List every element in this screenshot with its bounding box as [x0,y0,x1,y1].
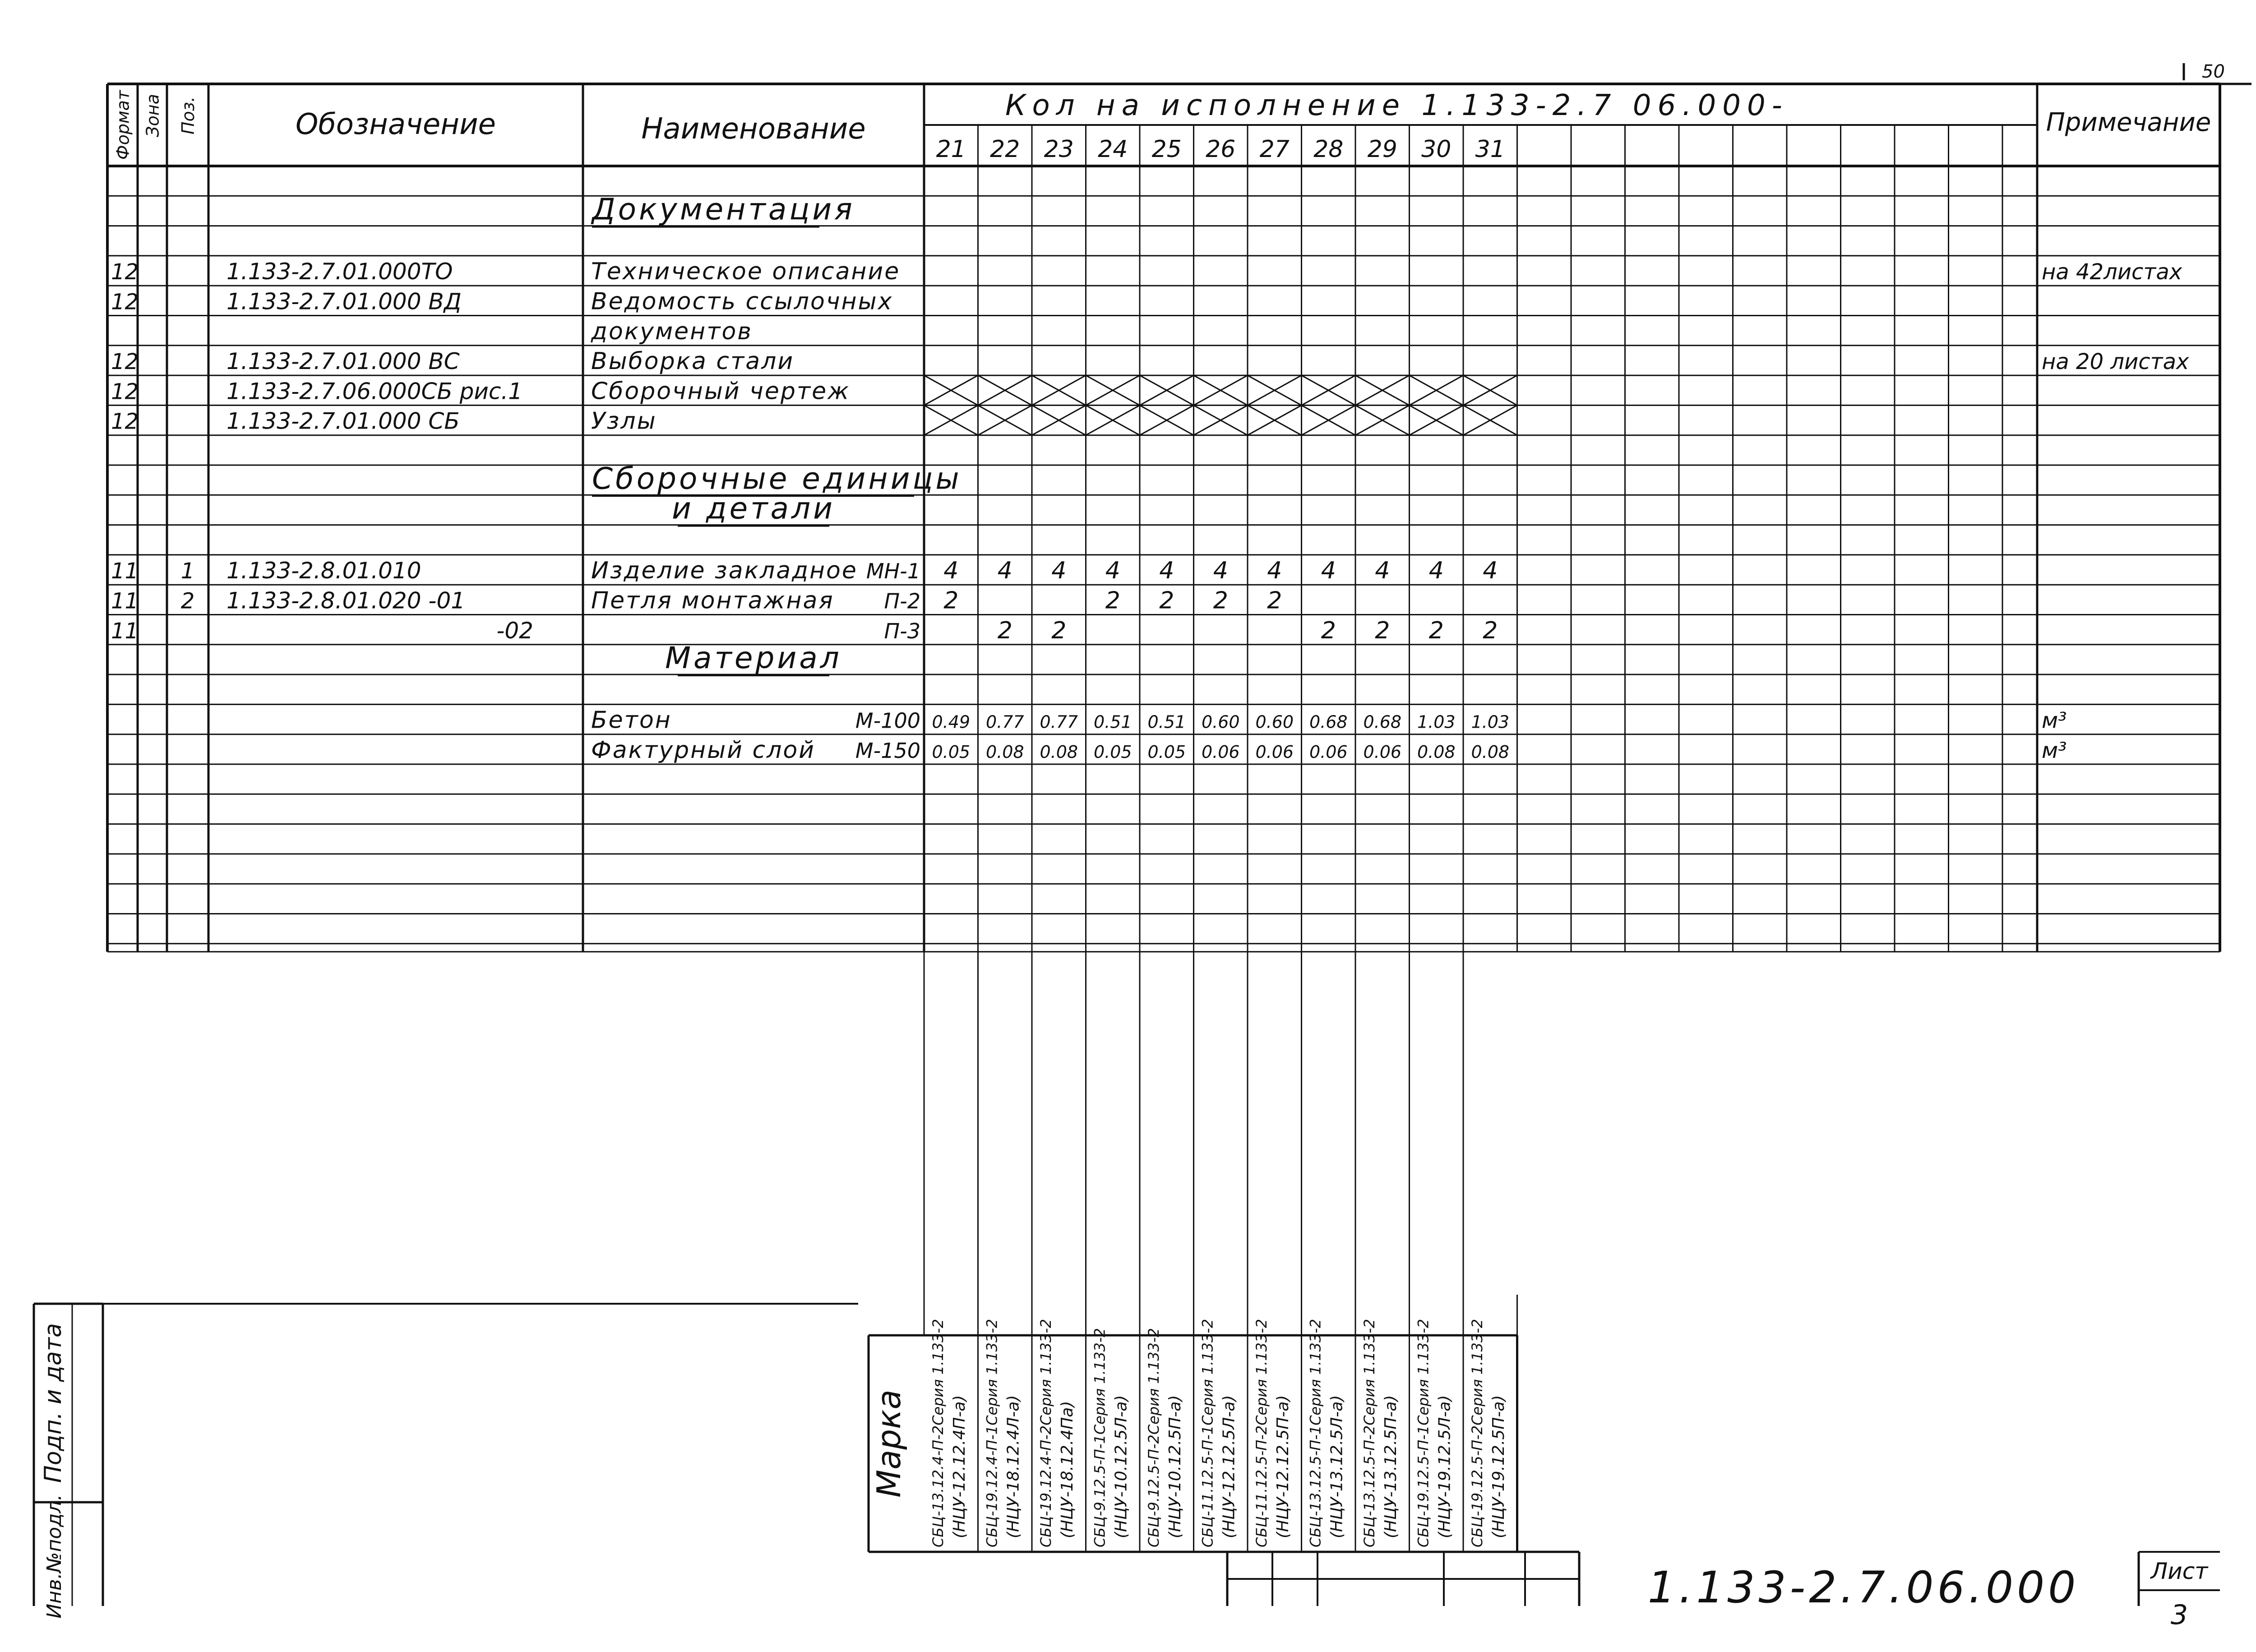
cell-quantity: 0.08 [1040,742,1078,762]
marka-entry [1415,1319,1454,1547]
specification-table [107,84,2220,952]
cell-quantity: 4 [1375,557,1390,585]
marka-code: СБЦ-19.12.4-П-1Серия 1.133-2 [983,1319,1001,1547]
cell-name: Сборочный чертеж [591,378,850,405]
cell-name: Ведомость ссылочных [591,288,893,315]
cell-quantity: 0.68 [1363,712,1402,732]
cell-quantity: 0.06 [1363,742,1402,762]
marka-entry [1253,1319,1292,1547]
sheet-number: 50 [2202,61,2225,82]
cell-quantity: 0.05 [1147,742,1186,762]
header-qty-title: Кол на исполнение 1.133-2.7 06.000- [1005,89,1789,122]
table-cells [111,89,2211,764]
marka-code: СБЦ-13.12.4-П-2Серия 1.133-2 [929,1319,947,1547]
cell-quantity: 4 [997,557,1012,585]
cell-name-mark: П-3 [884,618,920,643]
section-heading: Материал [665,641,842,676]
cell-designation: 1.133-2.7.06.000СБ рис.1 [227,378,523,405]
header-variant: 31 [1475,136,1505,163]
cell-quantity: 2 [943,587,959,614]
side-stamp [34,1304,103,1619]
header-variant: 23 [1044,136,1074,163]
marka-code: СБЦ-19.12.5-П-2Серия 1.133-2 [1469,1319,1486,1547]
cell-quantity: 0.77 [985,712,1024,732]
marka-code: СБЦ-11.12.5-П-2Серия 1.133-2 [1253,1319,1270,1547]
cell-designation: -02 [496,617,533,644]
cell-name-mark: П-2 [884,589,920,614]
header-name: Наименование [641,112,866,146]
cell-designation: 1.133-2.7.01.000 СБ [227,408,460,434]
cell-quantity: 2 [1428,617,1444,644]
cell-quantity: 4 [943,557,959,585]
cell-quantity: 0.51 [1147,712,1186,732]
cell-position: 1 [180,558,195,584]
marka-nc-code: (НЦУ-12.12.5П-а) [1274,1395,1292,1538]
cell-quantity: 4 [1213,557,1228,585]
cell-name-mark: М-150 [855,738,920,763]
cell-note: м³ [2042,708,2067,734]
section-heading: Документация [592,192,855,227]
marka-code: СБЦ-19.12.4-П-2Серия 1.133-2 [1037,1319,1054,1547]
cell-format: 12 [111,409,139,434]
section-heading: и детали [671,491,836,526]
cell-quantity: 0.60 [1201,712,1240,732]
header-pos: Поз. [178,96,198,135]
cell-note: на 20 листах [2042,349,2189,375]
marka-nc-code: (НЦУ-10.12.5Л-а) [1112,1395,1131,1538]
marka-block [103,944,2220,1606]
cell-quantity: 1.03 [1471,712,1510,732]
cell-quantity: 0.68 [1309,712,1348,732]
header-variant: 30 [1421,136,1452,163]
cell-quantity: 0.08 [1417,742,1456,762]
cell-name: Техническое описание [591,258,901,286]
cell-name: Фактурный слой [591,737,815,764]
cell-quantity: 4 [1483,557,1498,585]
cell-designation: 1.133-2.8.01.020 -01 [227,587,466,614]
header-variant: 22 [990,136,1020,163]
cell-quantity: 0.05 [932,742,971,762]
sheet-num: 3 [2170,1599,2188,1631]
marka-nc-code: (НЦУ-19.12.5П-а) [1489,1395,1508,1538]
marka-entry [1469,1319,1508,1547]
cell-name: Изделие закладное [591,557,858,585]
header-variant: 24 [1098,136,1128,163]
cell-quantity: 4 [1051,557,1067,585]
cell-quantity: 4 [1159,557,1174,585]
cell-quantity: 2 [1483,617,1498,644]
marka-nc-code: (НЦУ-10.12.5П-а) [1166,1395,1184,1538]
sheet-label: Лист [2150,1558,2208,1584]
marka-code: СБЦ-19.12.5-П-1Серия 1.133-2 [1415,1319,1432,1547]
cell-designation: 1.133-2.8.01.010 [227,558,421,584]
cell-quantity: 0.49 [932,712,971,732]
cell-quantity: 2 [1321,617,1336,644]
cell-format: 11 [111,618,139,644]
marka-nc-code: (НЦУ-12.12.4П-а) [950,1395,969,1538]
cell-quantity: 2 [1051,617,1067,644]
cell-format: 12 [111,349,139,375]
marka-nc-code: (НЦУ-13.12.5П-а) [1382,1395,1400,1538]
marka-entry [1091,1328,1131,1547]
cell-quantity: 2 [1159,587,1174,614]
cell-name: Петля монтажная [591,587,834,614]
cell-position: 2 [180,588,195,614]
header-format: Формат [113,90,133,160]
cell-quantity: 0.06 [1309,742,1348,762]
cell-quantity: 0.08 [985,742,1024,762]
marka-code: СБЦ-13.12.5-П-2Серия 1.133-2 [1361,1319,1378,1547]
section-heading: Сборочные единицы [592,461,962,496]
marka-entry [929,1319,969,1547]
cell-quantity: 4 [1267,557,1282,585]
marka-entry [1037,1319,1077,1547]
marka-nc-code: (НЦУ-18.12.4Па) [1058,1401,1077,1538]
marka-entry [1361,1319,1400,1547]
header-variant: 26 [1206,136,1236,163]
marka-entry [1199,1319,1239,1547]
cell-quantity: 0.06 [1201,742,1240,762]
header-variant: 25 [1151,136,1182,163]
header-zone: Зона [143,94,163,137]
cell-quantity: 4 [1105,557,1120,585]
cell-quantity: 4 [1321,557,1336,585]
marka-nc-code: (НЦУ-12.12.5Л-а) [1220,1395,1239,1538]
cell-format: 11 [111,588,139,614]
cell-format: 12 [111,259,139,285]
marka-nc-code: (НЦУ-13.12.5Л-а) [1327,1395,1346,1538]
cell-quantity: 1.03 [1417,712,1456,732]
header-variant: 28 [1313,136,1344,163]
header-variant: 27 [1259,136,1290,163]
header-designation: Обозначение [295,108,496,141]
stamp-inventory-no: Инв.№подл. [43,1494,66,1619]
cell-note: м³ [2042,738,2067,763]
title-block [1227,1552,2220,1631]
header-variant: 29 [1367,136,1397,163]
marka-code: СБЦ-13.12.5-П-1Серия 1.133-2 [1307,1319,1324,1547]
cell-name-mark: М-100 [855,708,920,733]
cell-name: Узлы [591,407,657,435]
cell-quantity: 0.51 [1093,712,1132,732]
cell-quantity: 2 [1375,617,1390,644]
cell-quantity: 2 [1105,587,1120,614]
stamp-sign-date: Подп. и дата [40,1323,67,1483]
marka-entry [1145,1328,1184,1547]
cell-designation: 1.133-2.7.01.000 ВД [227,288,462,315]
cell-name: документов [591,318,753,345]
marka-label: Марка [870,1389,908,1498]
cell-quantity: 0.08 [1471,742,1510,762]
cell-name: Выборка стали [591,348,795,375]
cell-format: 11 [111,558,139,584]
document-code: 1.133-2.7.06.000 [1647,1562,2080,1613]
cell-quantity: 0.06 [1255,742,1294,762]
cell-designation: 1.133-2.7.01.000ТО [227,258,453,285]
marka-code: СБЦ-11.12.5-П-1Серия 1.133-2 [1199,1319,1216,1547]
cell-format: 12 [111,379,139,405]
marka-entry [1307,1319,1346,1547]
cell-format: 12 [111,289,139,315]
cell-quantity: 0.05 [1093,742,1132,762]
marka-code: СБЦ-9.12.5-П-1Серия 1.133-2 [1091,1328,1109,1547]
cell-quantity: 2 [997,617,1012,644]
marka-code: СБЦ-9.12.5-П-2Серия 1.133-2 [1145,1328,1162,1547]
cell-name: Бетон [591,706,672,734]
marka-entry [984,1319,1023,1547]
cell-name-mark: МН-1 [866,559,920,584]
header-note: Примечание [2046,108,2211,137]
cell-designation: 1.133-2.7.01.000 ВС [227,348,460,375]
header-variant: 21 [936,136,966,163]
cell-quantity: 2 [1213,587,1228,614]
cell-quantity: 0.77 [1040,712,1078,732]
cell-quantity: 4 [1428,557,1444,585]
cell-quantity: 2 [1267,587,1282,614]
cell-quantity: 0.60 [1255,712,1294,732]
marka-nc-code: (НЦУ-19.12.5Л-а) [1435,1395,1454,1538]
cell-note: на 42листах [2042,259,2182,285]
marka-nc-code: (НЦУ-18.12.4Л-а) [1004,1395,1023,1538]
